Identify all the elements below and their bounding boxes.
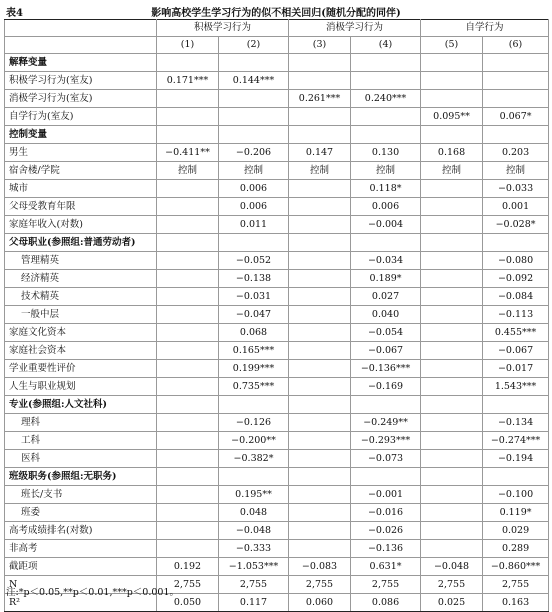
coef-cell — [483, 126, 549, 144]
model-number: (6) — [483, 37, 549, 54]
table-row — [5, 288, 549, 306]
coef-cell — [421, 360, 483, 378]
coef-cell — [157, 342, 219, 360]
table-row — [5, 342, 549, 360]
coef-cell — [421, 72, 483, 90]
coef-cell — [421, 540, 483, 558]
table-row — [5, 270, 549, 288]
coef-cell — [421, 450, 483, 468]
table-row — [5, 504, 549, 522]
row-label: 家庭文化资本 — [5, 324, 157, 342]
coef-cell — [421, 468, 483, 486]
coef-cell — [289, 306, 351, 324]
coef-cell — [289, 342, 351, 360]
coef-cell — [421, 126, 483, 144]
table-row — [5, 234, 549, 252]
coef-cell — [483, 396, 549, 414]
coef-cell — [289, 234, 351, 252]
header-stub — [5, 20, 157, 37]
table-row — [5, 324, 549, 342]
coef-cell — [421, 324, 483, 342]
coef-cell — [289, 198, 351, 216]
coef-cell: −0.017 — [483, 360, 549, 378]
coef-cell — [289, 396, 351, 414]
coef-cell: −0.054 — [351, 324, 421, 342]
coef-cell: 0.001 — [483, 198, 549, 216]
group-header-active: 积极学习行为 — [157, 20, 289, 37]
row-label: N — [5, 576, 157, 594]
coef-cell — [289, 252, 351, 270]
coef-cell — [219, 126, 289, 144]
coef-cell: −0.028* — [483, 216, 549, 234]
coef-cell: 控制 — [351, 162, 421, 180]
coef-cell — [157, 216, 219, 234]
coef-cell — [289, 288, 351, 306]
coef-cell: −0.200** — [219, 432, 289, 450]
row-label: 专业(参照组:人文社科) — [5, 396, 157, 414]
group-header-self-study: 自学行为 — [421, 20, 549, 37]
coef-cell — [421, 234, 483, 252]
coef-cell: 1.543*** — [483, 378, 549, 396]
row-label: 自学行为(室友) — [5, 108, 157, 126]
coef-cell: 0.050 — [157, 594, 219, 612]
coef-cell — [157, 126, 219, 144]
table-row — [5, 198, 549, 216]
row-label: 高考成绩排名(对数) — [5, 522, 157, 540]
coef-cell: −0.092 — [483, 270, 549, 288]
coef-cell: −0.067 — [351, 342, 421, 360]
coef-cell — [157, 504, 219, 522]
coef-cell: 控制 — [483, 162, 549, 180]
coef-cell: 0.006 — [351, 198, 421, 216]
coef-cell — [157, 414, 219, 432]
coef-cell — [157, 90, 219, 108]
coef-cell: −0.004 — [351, 216, 421, 234]
coef-cell — [421, 252, 483, 270]
coef-cell — [483, 468, 549, 486]
coef-cell — [289, 378, 351, 396]
coef-cell: 0.029 — [483, 522, 549, 540]
coef-cell: 0.048 — [219, 504, 289, 522]
coef-cell: 0.119* — [483, 504, 549, 522]
coef-cell: 0.192 — [157, 558, 219, 576]
coef-cell — [289, 360, 351, 378]
coef-cell: −0.382* — [219, 450, 289, 468]
coef-cell: 0.067* — [483, 108, 549, 126]
coef-cell: −0.047 — [219, 306, 289, 324]
coef-cell — [289, 486, 351, 504]
coef-cell: −0.411** — [157, 144, 219, 162]
coef-cell — [421, 414, 483, 432]
coef-cell: 控制 — [157, 162, 219, 180]
coef-cell — [421, 432, 483, 450]
coef-cell: −0.048 — [421, 558, 483, 576]
coef-cell — [157, 234, 219, 252]
coef-cell — [289, 414, 351, 432]
coef-cell: 0.144*** — [219, 72, 289, 90]
coef-cell — [289, 216, 351, 234]
row-label: 学业重要性评价 — [5, 360, 157, 378]
table-row — [5, 126, 549, 144]
coef-cell: −0.084 — [483, 288, 549, 306]
coef-cell — [219, 234, 289, 252]
table-row — [5, 216, 549, 234]
coef-cell — [483, 234, 549, 252]
table-number: 表4 — [6, 8, 23, 19]
coef-cell: −0.194 — [483, 450, 549, 468]
coef-cell: −0.136*** — [351, 360, 421, 378]
table-row — [5, 360, 549, 378]
coef-cell — [483, 54, 549, 72]
coef-cell — [157, 306, 219, 324]
coef-cell: 2,755 — [483, 576, 549, 594]
coef-cell — [421, 306, 483, 324]
coef-cell — [289, 180, 351, 198]
coef-cell: −0.134 — [483, 414, 549, 432]
coef-cell — [351, 72, 421, 90]
coef-cell — [157, 252, 219, 270]
row-label: 男生 — [5, 144, 157, 162]
coef-cell — [157, 396, 219, 414]
coef-cell: 0.455*** — [483, 324, 549, 342]
coef-cell: 0.025 — [421, 594, 483, 612]
coef-cell — [157, 432, 219, 450]
coef-cell — [289, 270, 351, 288]
coef-cell — [219, 54, 289, 72]
coef-cell — [421, 522, 483, 540]
row-label: 班长/支书 — [5, 486, 157, 504]
model-number: (2) — [219, 37, 289, 54]
coef-cell — [483, 90, 549, 108]
coef-cell: 0.027 — [351, 288, 421, 306]
row-label: 人生与职业规划 — [5, 378, 157, 396]
row-label: 宿舍楼/学院 — [5, 162, 157, 180]
coef-cell — [289, 54, 351, 72]
coef-cell: 0.068 — [219, 324, 289, 342]
coef-cell — [219, 396, 289, 414]
coef-cell — [421, 288, 483, 306]
coef-cell — [219, 90, 289, 108]
coef-cell: −0.034 — [351, 252, 421, 270]
coef-cell — [289, 468, 351, 486]
regression-table — [4, 19, 549, 612]
row-label: 医科 — [5, 450, 157, 468]
coef-cell: 0.006 — [219, 198, 289, 216]
row-label: 班委 — [5, 504, 157, 522]
coef-cell — [289, 450, 351, 468]
coef-cell: 0.289 — [483, 540, 549, 558]
table-row — [5, 450, 549, 468]
table-row — [5, 108, 549, 126]
coef-cell: 0.163 — [483, 594, 549, 612]
coef-cell — [289, 540, 351, 558]
coef-cell — [219, 108, 289, 126]
coef-cell: −0.274*** — [483, 432, 549, 450]
coef-cell: −0.052 — [219, 252, 289, 270]
coef-cell: 0.040 — [351, 306, 421, 324]
coef-cell: −0.169 — [351, 378, 421, 396]
coef-cell: −0.026 — [351, 522, 421, 540]
coef-cell: −0.080 — [483, 252, 549, 270]
coef-cell — [289, 72, 351, 90]
coef-cell — [157, 198, 219, 216]
coef-cell: 0.006 — [219, 180, 289, 198]
coef-cell — [421, 342, 483, 360]
table-row — [5, 252, 549, 270]
coef-cell — [157, 450, 219, 468]
coef-cell — [157, 270, 219, 288]
row-label: R² — [5, 594, 157, 612]
coef-cell: 0.095** — [421, 108, 483, 126]
table-row — [5, 306, 549, 324]
coef-cell — [421, 216, 483, 234]
table-footnote: 注:*p＜0.05,**p＜0.01,***p＜0.001。 — [6, 587, 179, 598]
coef-cell: −0.860*** — [483, 558, 549, 576]
coef-cell — [421, 90, 483, 108]
coef-cell — [421, 198, 483, 216]
coef-cell — [421, 180, 483, 198]
row-label: 解释变量 — [5, 54, 157, 72]
row-label: 一般中层 — [5, 306, 157, 324]
coef-cell: 2,755 — [351, 576, 421, 594]
coef-cell: 0.117 — [219, 594, 289, 612]
table-title: 影响高校学生学习行为的似不相关回归(随机分配的同伴) — [151, 8, 401, 19]
coef-cell: 控制 — [421, 162, 483, 180]
coef-cell: −0.033 — [483, 180, 549, 198]
coef-cell: −0.016 — [351, 504, 421, 522]
coef-cell — [157, 540, 219, 558]
coef-cell — [157, 324, 219, 342]
coef-cell — [421, 504, 483, 522]
coef-cell — [483, 72, 549, 90]
row-label: 消极学习行为(室友) — [5, 90, 157, 108]
coef-cell: −0.293*** — [351, 432, 421, 450]
coef-cell — [157, 108, 219, 126]
coef-cell — [157, 54, 219, 72]
group-header-passive: 消极学习行为 — [289, 20, 421, 37]
coef-cell: −0.136 — [351, 540, 421, 558]
table-row — [5, 414, 549, 432]
coef-cell: 0.261*** — [289, 90, 351, 108]
coef-cell: −0.100 — [483, 486, 549, 504]
coef-cell: 0.171*** — [157, 72, 219, 90]
row-label: 理科 — [5, 414, 157, 432]
table-row — [5, 486, 549, 504]
coef-cell: 2,755 — [289, 576, 351, 594]
table-row — [5, 90, 549, 108]
row-label: 管理精英 — [5, 252, 157, 270]
row-label: 技术精英 — [5, 288, 157, 306]
coef-cell — [157, 180, 219, 198]
model-number-row — [5, 37, 549, 54]
coef-cell — [351, 234, 421, 252]
table-row — [5, 396, 549, 414]
coef-cell: 0.631* — [351, 558, 421, 576]
row-label: 控制变量 — [5, 126, 157, 144]
model-number: (4) — [351, 37, 421, 54]
coef-cell — [289, 432, 351, 450]
coef-cell — [351, 108, 421, 126]
header-stub — [5, 37, 157, 54]
model-number: (1) — [157, 37, 219, 54]
coef-cell: −0.001 — [351, 486, 421, 504]
table-row — [5, 540, 549, 558]
coef-cell — [351, 468, 421, 486]
coef-cell: −0.048 — [219, 522, 289, 540]
model-number: (3) — [289, 37, 351, 54]
coef-cell: −0.126 — [219, 414, 289, 432]
group-header-row — [5, 20, 549, 37]
coef-cell: 0.195** — [219, 486, 289, 504]
row-label: 家庭年收入(对数) — [5, 216, 157, 234]
coef-cell: 0.240*** — [351, 90, 421, 108]
coef-cell: 0.118* — [351, 180, 421, 198]
coef-cell — [421, 486, 483, 504]
coef-cell — [157, 360, 219, 378]
coef-cell: 0.165*** — [219, 342, 289, 360]
coef-cell — [289, 522, 351, 540]
coef-cell: 0.189* — [351, 270, 421, 288]
coef-cell: −0.083 — [289, 558, 351, 576]
coef-cell: −0.067 — [483, 342, 549, 360]
coef-cell — [289, 324, 351, 342]
row-label: 非高考 — [5, 540, 157, 558]
row-label: 积极学习行为(室友) — [5, 72, 157, 90]
coef-cell: −1.053*** — [219, 558, 289, 576]
coef-cell: −0.073 — [351, 450, 421, 468]
coef-cell: 0.011 — [219, 216, 289, 234]
coef-cell: 2,755 — [219, 576, 289, 594]
table-row — [5, 180, 549, 198]
coef-cell — [421, 270, 483, 288]
coef-cell: −0.206 — [219, 144, 289, 162]
coef-cell: −0.333 — [219, 540, 289, 558]
table-row — [5, 144, 549, 162]
coef-cell: 0.147 — [289, 144, 351, 162]
table-row — [5, 72, 549, 90]
coef-cell: 0.130 — [351, 144, 421, 162]
coef-cell: 控制 — [219, 162, 289, 180]
coef-cell: 0.086 — [351, 594, 421, 612]
coef-cell: 2,755 — [157, 576, 219, 594]
coef-cell — [157, 288, 219, 306]
coef-cell — [289, 504, 351, 522]
coef-cell — [289, 108, 351, 126]
coef-cell — [421, 396, 483, 414]
coef-cell — [289, 126, 351, 144]
table-caption — [0, 2, 552, 18]
row-label: 家庭社会资本 — [5, 342, 157, 360]
coef-cell: 0.199*** — [219, 360, 289, 378]
coef-cell — [157, 378, 219, 396]
coef-cell — [351, 396, 421, 414]
table-row — [5, 468, 549, 486]
table-row — [5, 54, 549, 72]
coef-cell: −0.138 — [219, 270, 289, 288]
table-row — [5, 522, 549, 540]
coef-cell — [157, 486, 219, 504]
coef-cell: 0.203 — [483, 144, 549, 162]
coef-cell — [219, 468, 289, 486]
coef-cell: 0.735*** — [219, 378, 289, 396]
table-row — [5, 378, 549, 396]
coef-cell — [157, 522, 219, 540]
coef-cell: 0.168 — [421, 144, 483, 162]
coef-cell — [421, 54, 483, 72]
row-label: 截距项 — [5, 558, 157, 576]
coef-cell — [421, 378, 483, 396]
table-row — [5, 432, 549, 450]
coef-cell: −0.113 — [483, 306, 549, 324]
coef-cell: −0.031 — [219, 288, 289, 306]
row-label: 城市 — [5, 180, 157, 198]
coef-cell — [351, 54, 421, 72]
row-label: 经济精英 — [5, 270, 157, 288]
row-label: 父母职业(参照组:普通劳动者) — [5, 234, 157, 252]
row-label: 工科 — [5, 432, 157, 450]
coef-cell: 2,755 — [421, 576, 483, 594]
coef-cell: −0.249** — [351, 414, 421, 432]
table-row — [5, 162, 549, 180]
model-number: (5) — [421, 37, 483, 54]
coef-cell — [157, 468, 219, 486]
row-label: 班级职务(参照组:无职务) — [5, 468, 157, 486]
coef-cell: 控制 — [289, 162, 351, 180]
coef-cell: 0.060 — [289, 594, 351, 612]
table-row — [5, 558, 549, 576]
row-label: 父母受教育年限 — [5, 198, 157, 216]
coef-cell — [351, 126, 421, 144]
